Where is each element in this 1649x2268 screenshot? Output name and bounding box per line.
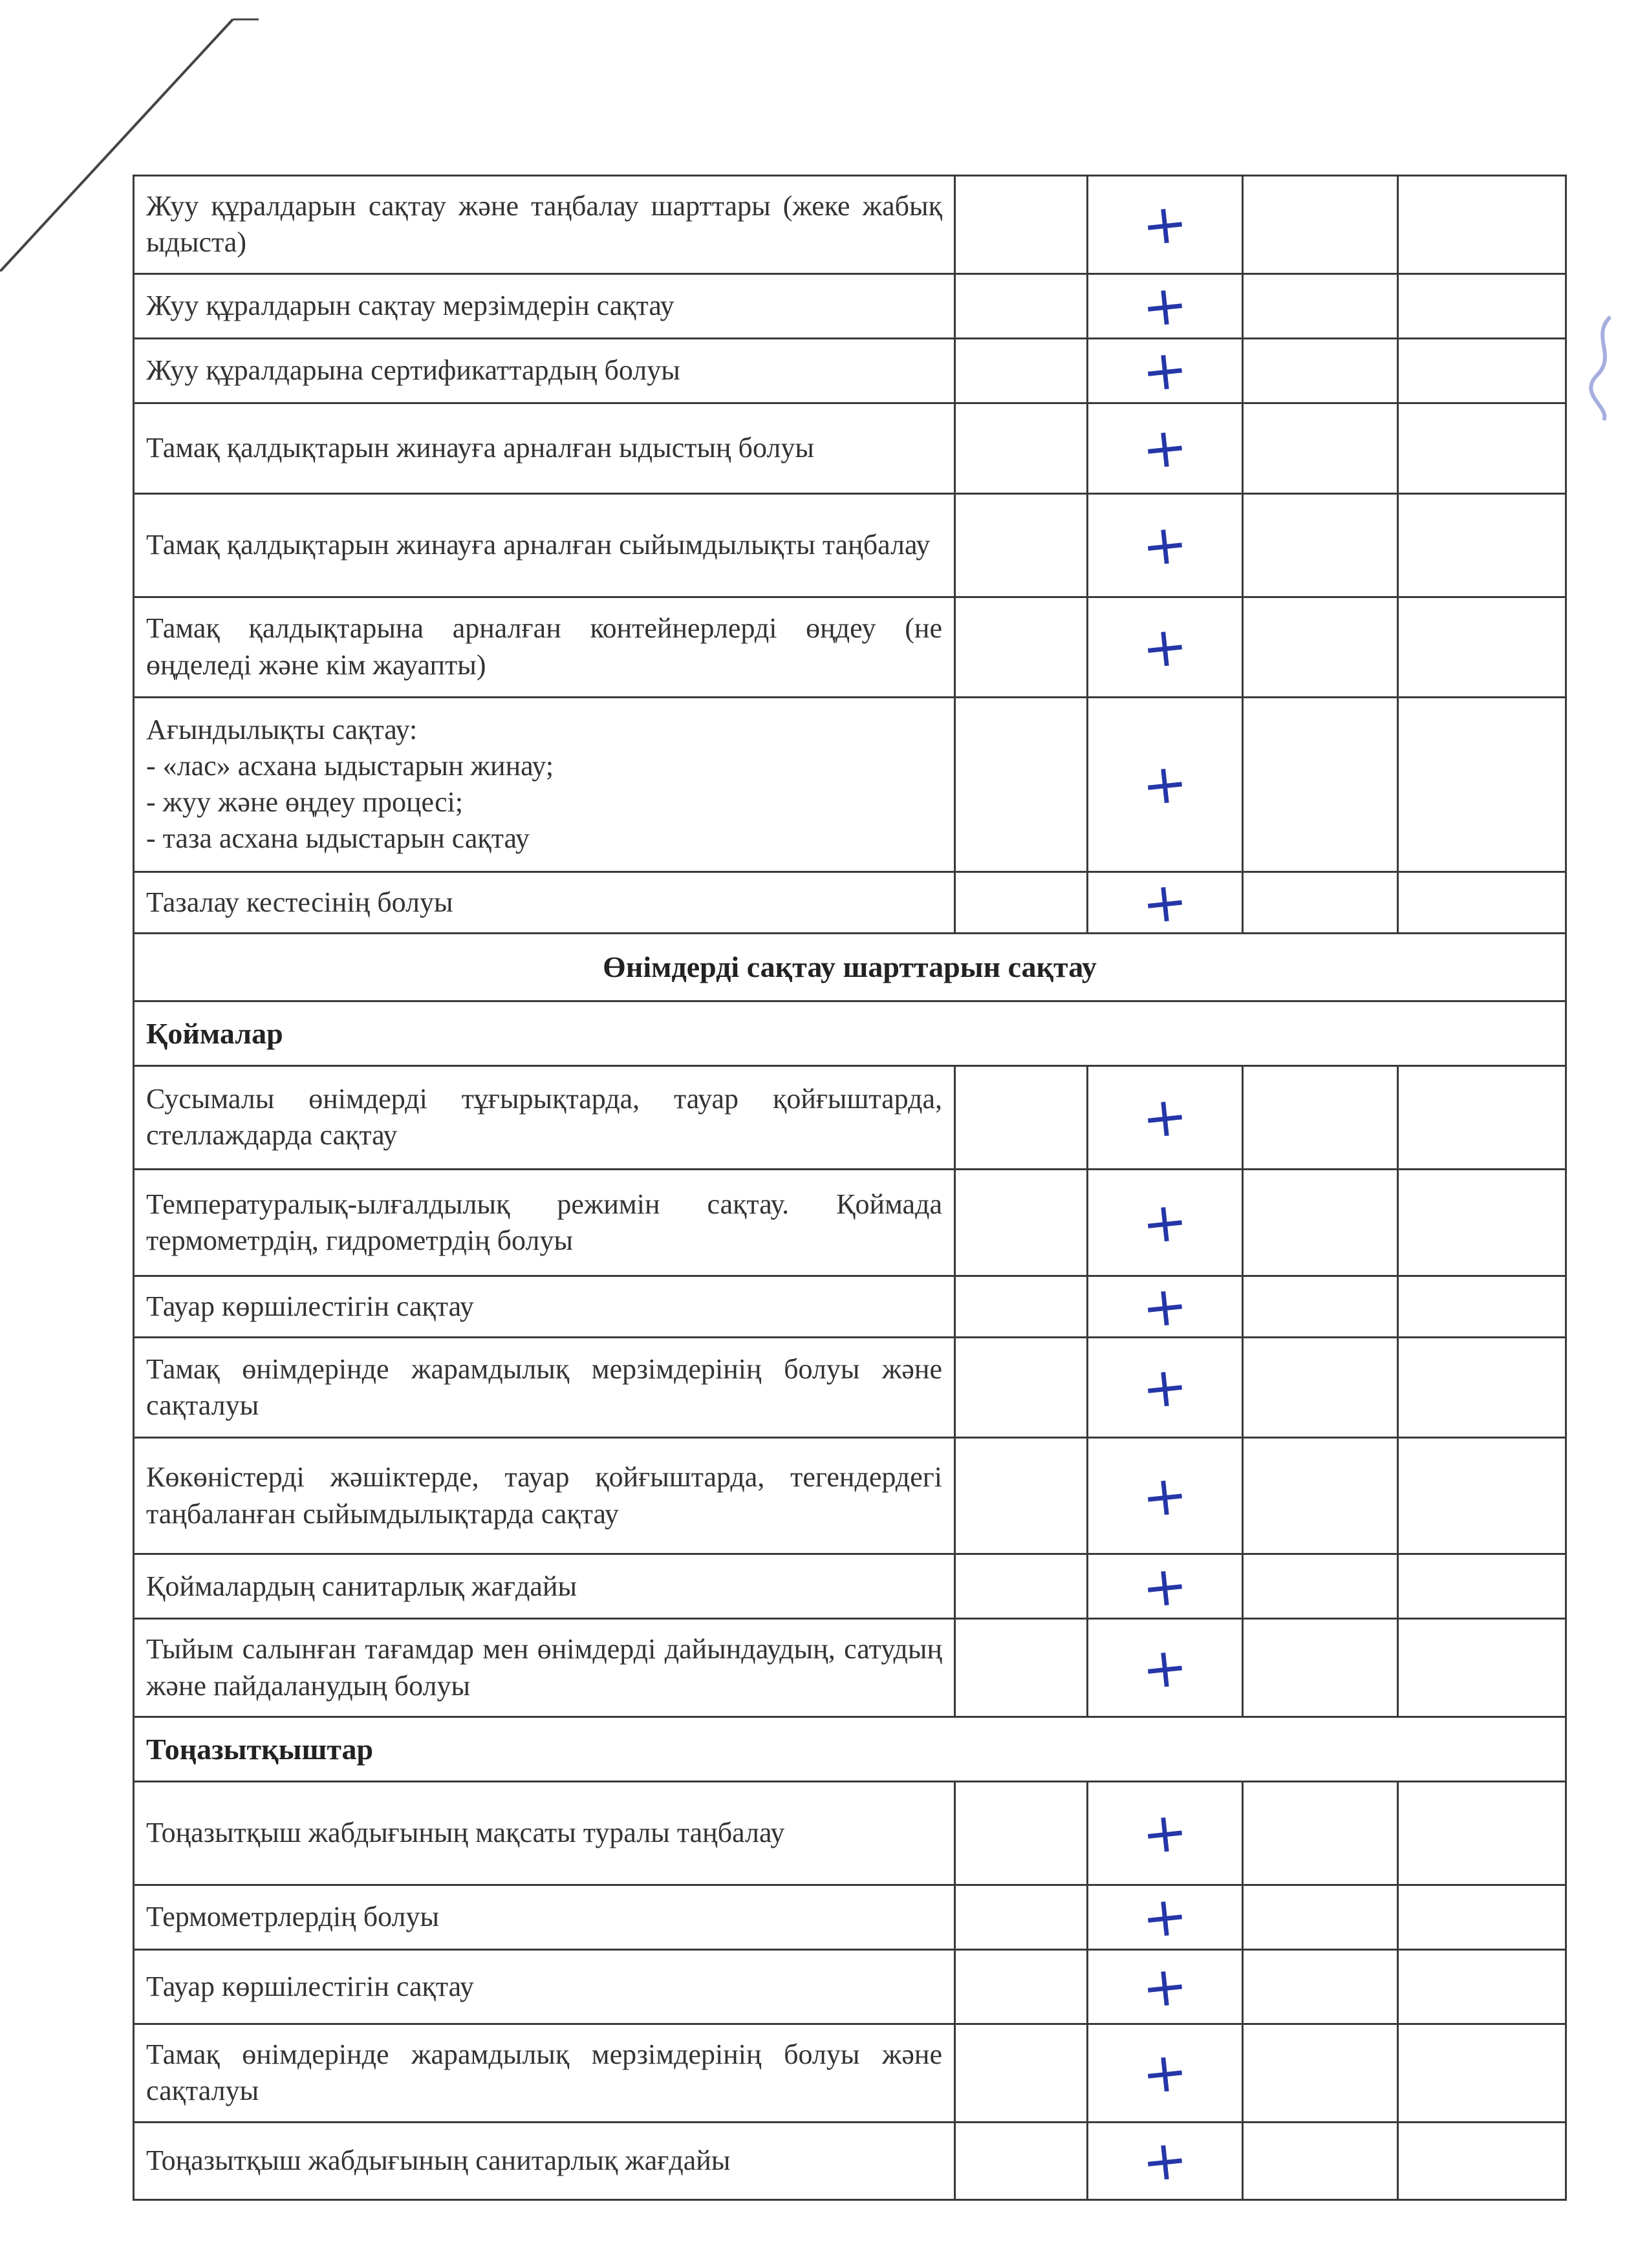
empty-cell [955,1438,1088,1554]
check-mark-cell [1088,1781,1243,1885]
empty-cell [1243,1554,1398,1619]
empty-cell [955,1781,1088,1885]
check-mark-cell [1088,2122,1243,2199]
check-mark-cell [1088,697,1243,872]
empty-cell [1398,1276,1566,1337]
empty-cell [955,1169,1088,1276]
empty-cell [1243,1276,1398,1337]
table-row [134,597,1566,697]
requirement-text: Тоңазытқыш жабдығының санитарлық жағдайы [134,2122,955,2199]
requirement-text: Көкөністерді жәшіктерде, тауар қойғыштарда, тегендердегі таңбаланған сыйымдылықтарда сақтау [134,1438,955,1554]
subsection-title: Қоймалар [134,1001,1566,1065]
empty-cell [1398,872,1566,933]
empty-cell [955,403,1088,493]
handwritten-plus-icon: + [1139,1353,1191,1422]
table-row [134,2024,1566,2122]
table-row [134,1781,1566,1885]
margin-scribble-icon [1584,310,1623,427]
requirement-text: Тамақ өнімдерінде жарамдылық мерзімдерінің болуы және сақталуы [134,2024,955,2122]
requirement-text: Тауар көршілестігін сақтау [134,1949,955,2024]
section-title: Өнімдерді сақтау шарттарын сақтау [134,933,1566,1001]
empty-cell [1243,597,1398,697]
handwritten-plus-icon: + [1139,414,1191,482]
handwritten-plus-icon: + [1139,868,1191,937]
empty-cell [955,1949,1088,2024]
table-row [134,1554,1566,1619]
check-mark-cell [1088,868,1243,937]
empty-cell [1243,1781,1398,1885]
empty-cell [955,1619,1088,1717]
subsection-header-row [134,1001,1566,1065]
empty-cell [1398,1781,1566,1885]
section-header-row [134,933,1566,1001]
empty-cell [1243,1338,1398,1438]
table-row [134,1949,1566,2024]
empty-cell [1398,1438,1566,1554]
checklist-table [133,175,1567,2201]
requirement-line: Ағындылықты сақтау: [146,713,418,745]
empty-cell [955,1065,1088,1169]
table-row [134,1619,1566,1717]
check-mark-cell [1088,2024,1243,2122]
empty-cell [955,2122,1088,2199]
table-row [134,273,1566,338]
empty-cell [955,493,1088,597]
empty-cell [1398,1885,1566,1949]
empty-cell [955,597,1088,697]
empty-cell [1243,697,1398,872]
empty-cell [955,176,1088,274]
handwritten-plus-icon: + [1139,1952,1191,2021]
empty-cell [1398,1338,1566,1438]
requirement-text [134,697,955,872]
check-mark-cell [1088,338,1243,403]
requirement-text: Тауар көршілестігін сақтау [134,1276,955,1337]
check-mark-cell [1088,493,1243,597]
empty-cell [1243,1438,1398,1554]
table-row [134,493,1566,597]
handwritten-plus-icon: + [1139,2126,1191,2195]
check-mark-cell [1088,1338,1243,1438]
empty-cell [955,697,1088,872]
requirement-text: Тамақ қалдықтарын жинауға арналған сыйымдылықты таңбалау [134,493,955,597]
empty-cell [955,338,1088,403]
table-row [134,1276,1566,1337]
requirement-text: Тазалау кестесінің болуы [134,872,955,933]
empty-cell [955,1338,1088,1438]
empty-cell [1243,2122,1398,2199]
check-mark-cell [1088,1169,1243,1276]
empty-cell [1243,1169,1398,1276]
handwritten-plus-icon: + [1139,2038,1191,2107]
empty-cell [1398,403,1566,493]
check-mark-cell [1088,176,1243,274]
empty-cell [1243,1619,1398,1717]
empty-cell [1243,403,1398,493]
empty-cell [955,1885,1088,1949]
empty-cell [1243,338,1398,403]
subsection-title: Тоңазытқыштар [134,1717,1566,1781]
requirement-line: - жуу және өңдеу процесі; [146,786,464,818]
requirement-text: Қоймалардың санитарлық жағдайы [134,1554,955,1619]
empty-cell [1398,493,1566,597]
empty-cell [955,273,1088,338]
handwritten-plus-icon: + [1139,1883,1191,1951]
empty-cell [1398,1065,1566,1169]
check-mark-cell [1088,273,1243,338]
empty-cell [1398,273,1566,338]
handwritten-plus-icon: + [1139,1552,1191,1621]
requirement-line: - «лас» асхана ыдыстарын жинау; [146,749,554,782]
empty-cell [955,1554,1088,1619]
check-mark-cell [1088,1065,1243,1169]
handwritten-plus-icon: + [1139,190,1191,259]
table-row [134,872,1566,933]
requirement-text: Тамақ қалдықтарына арналған контейнерлерді өңдеу (не өңделеді және кім жауапты) [134,597,955,697]
empty-cell [1243,176,1398,274]
requirement-text: Сусымалы өнімдерді тұғырықтарда, тауар қойғыштарда, стеллаждарда сақтау [134,1065,955,1169]
requirement-text: Термометрлердің болуы [134,1885,955,1949]
empty-cell [955,872,1088,933]
check-mark-cell [1088,1554,1243,1619]
empty-cell [1243,273,1398,338]
check-mark-cell [1088,597,1243,697]
check-mark-cell [1088,403,1243,493]
handwritten-plus-icon: + [1139,1084,1191,1151]
table-row [134,338,1566,403]
empty-cell [1398,1619,1566,1717]
subsection-header-row [134,1717,1566,1781]
check-mark-cell [1088,1949,1243,2024]
table-row [134,2122,1566,2199]
empty-cell [955,1276,1088,1337]
empty-cell [1398,2122,1566,2199]
handwritten-plus-icon: + [1139,1462,1191,1530]
empty-cell [955,2024,1088,2122]
empty-cell [1398,338,1566,403]
handwritten-plus-icon: + [1139,613,1191,681]
requirement-text: Жуу құралдарына сертификаттардың болуы [134,338,955,403]
empty-cell [1243,2024,1398,2122]
requirement-text: Тоңазытқыш жабдығының мақсаты туралы таңбалау [134,1781,955,1885]
handwritten-plus-icon: + [1139,336,1191,405]
requirement-text: Тыйым салынған тағамдар мен өнімдерді дайындаудың, сатудың және пайдаланудың болуы [134,1619,955,1717]
empty-cell [1398,1949,1566,2024]
empty-cell [1398,1169,1566,1276]
handwritten-plus-icon: + [1139,1188,1191,1257]
empty-cell [1243,1885,1398,1949]
table-row [134,697,1566,872]
handwritten-plus-icon: + [1139,1634,1191,1702]
handwritten-plus-icon: + [1139,750,1191,818]
empty-cell [1398,1554,1566,1619]
handwritten-plus-icon: + [1139,511,1191,579]
requirement-line: - таза асхана ыдыстарын сақтау [146,822,530,855]
empty-cell [1243,1065,1398,1169]
handwritten-plus-icon: + [1139,1272,1191,1341]
table-row [134,1438,1566,1554]
empty-cell [1243,1949,1398,2024]
empty-cell [1243,493,1398,597]
requirement-text: Тамақ өнімдерінде жарамдылық мерзімдерінің болуы және сақталуы [134,1338,955,1438]
empty-cell [1398,597,1566,697]
check-mark-cell [1088,1272,1243,1341]
table-row [134,1065,1566,1169]
check-mark-cell [1088,1438,1243,1554]
check-mark-cell [1088,1619,1243,1717]
empty-cell [1398,2024,1566,2122]
table-row [134,1338,1566,1438]
handwritten-plus-icon: + [1139,272,1191,340]
table-row [134,1885,1566,1949]
requirement-text: Тамақ қалдықтарын жинауға арналған ыдыстың болуы [134,403,955,493]
requirement-text: Жуу құралдарын сақтау және таңбалау шарттары (жеке жабық ыдыста) [134,176,955,274]
empty-cell [1398,697,1566,872]
empty-cell [1398,176,1566,274]
table-row [134,403,1566,493]
table-row [134,176,1566,274]
requirement-text: Температуралық-ылғалдылық режимін сақтау. Қоймада термометрдің, гидрометрдің болуы [134,1169,955,1276]
empty-cell [1243,872,1398,933]
table-row [134,1169,1566,1276]
requirement-text: Жуу құралдарын сақтау мерзімдерін сақтау [134,273,955,338]
handwritten-plus-icon: + [1139,1799,1191,1867]
check-mark-cell [1088,1885,1243,1949]
